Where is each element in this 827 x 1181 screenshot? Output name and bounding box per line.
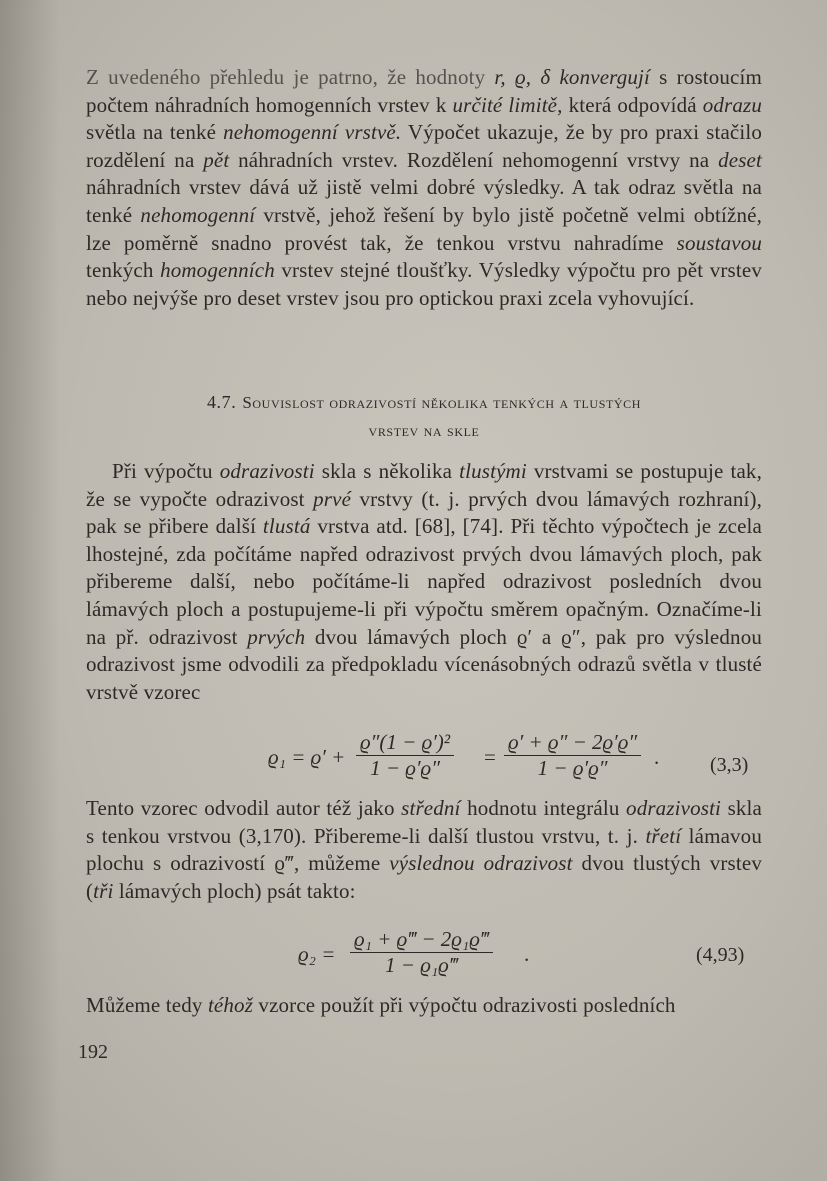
emphasis: určité limitě,	[452, 92, 563, 117]
emphasis: odrazivosti	[219, 459, 315, 483]
eq-fraction-1	[356, 730, 454, 781]
equation-4-93	[298, 925, 558, 981]
text-run: vrstvami se postupuje tak, že se vypočte odrazivost	[86, 459, 762, 511]
emphasis: odrazu	[702, 92, 762, 117]
section-number: 4.7.	[206, 392, 237, 412]
paragraph-main	[86, 458, 762, 706]
text-run: tenkých	[86, 258, 161, 283]
eq-numerator: ϱ₁ + ϱ‴ − 2ϱ₁ϱ‴	[354, 927, 489, 951]
emphasis: odrazivosti	[626, 796, 722, 820]
emphasis: výslednou odrazivost	[389, 851, 573, 876]
eq-denominator: 1 − ϱ′ϱ″	[504, 755, 641, 781]
text-run: lámavých ploch) psát takto:	[113, 878, 356, 903]
text-run: Při výpočtu	[112, 459, 220, 483]
text-run: Tento vzorec odvodil autor též jako	[86, 796, 402, 820]
emphasis: nehomogenní	[140, 202, 256, 227]
paragraph-intro	[86, 64, 762, 312]
eq-denominator: 1 − ϱ′ϱ″	[356, 755, 454, 781]
text-run: dvou lámavých ploch ϱ′ a ϱ″, pak pro výslednou odrazivost jsme odvodili za předpokladu vícenásobných odrazů světla v tlusté vrstvě vzorec	[86, 624, 762, 704]
section-title-line1: Souvislost odrazivostí několika tenkých a tlustých	[242, 393, 642, 412]
eq-dot: .	[524, 942, 530, 966]
text-run: vzorce použít při výpočtu odrazivosti posledních	[253, 993, 676, 1017]
paragraph-derivation	[86, 795, 762, 905]
text-run: náhradních vrstev dává už jistě velmi dobré výsledky. A tak odraz světla na tenké	[86, 175, 762, 227]
emphasis: soustavou	[676, 230, 762, 255]
page-number: 192	[78, 1041, 108, 1063]
emphasis: střední	[401, 796, 461, 820]
text-run: světla na tenké	[86, 120, 224, 145]
text-run: náhradních vrstev. Rozdělení nehomogenní vrstvy na	[229, 147, 719, 172]
emphasis: konvergují	[559, 65, 650, 89]
equation-number: (3,3)	[710, 754, 749, 776]
emphasis: tlustými	[459, 459, 527, 483]
text-run: vrstva atd. [68], [74]. Při těchto výpočtech je zcela lhostejné, zda počítáme napřed odrazivost prvých dvou lámavých ploch, pak přibereme další, nebo počítáme-li napřed odrazivost posledních dvou lámavých ploch a postupujeme-li při výpočtu směrem opačným. Označíme-li na př. odrazivost	[86, 514, 762, 649]
eq-dot: .	[654, 745, 660, 769]
text-run: Můžeme tedy	[86, 993, 208, 1017]
eq-fraction-2	[504, 730, 641, 781]
text-run: která odpovídá	[562, 92, 703, 117]
text-run: Výpočet ukazuje, že by pro praxi stačilo rozdělení na	[86, 120, 763, 172]
eq-lhs: ϱ₁ = ϱ′ +	[268, 745, 346, 769]
emphasis: deset	[718, 147, 762, 172]
section-heading	[86, 388, 762, 445]
text-run: s rostoucím počtem náhradních homogenních vrstev k	[86, 65, 762, 117]
emphasis: prvých	[247, 624, 306, 649]
text-run: r, ϱ, δ	[485, 65, 560, 89]
emphasis: téhož	[207, 993, 254, 1017]
binding-shadow	[0, 0, 60, 1181]
eq-numerator: ϱ′ + ϱ″ − 2ϱ′ϱ″	[508, 730, 638, 754]
emphasis: pět	[203, 147, 230, 172]
text-run: hodnotu integrálu	[460, 796, 627, 820]
emphasis: tlustá	[262, 514, 311, 539]
text-run: vrstev stejné tloušťky. Výsledky výpočtu pro pět vrstev nebo nejvýše pro deset vrstev jsou pro optickou praxi zcela vyhovující.	[86, 258, 762, 310]
emphasis: třetí	[645, 823, 682, 848]
text-run: vrstvě, jehož řešení by bylo jistě početně velmi obtížné, lze poměrně snadno provést tak, že tenkou vrstvu nahradíme	[86, 202, 762, 255]
text-run: dvou tlustých vrstev (	[86, 851, 762, 903]
text-run: vrstvy (t. j. prvých dvou lámavých rozhraní), pak se přibere další	[86, 486, 762, 539]
eq-equals: =	[484, 745, 496, 769]
text-run: Z uvedeného přehledu je patrno, že hodnoty	[86, 65, 486, 89]
eq-fraction	[350, 927, 493, 978]
text-run: skla s tenkou vrstvou (3,170). Přibereme-li další tlustou vrstvu, t. j.	[86, 796, 763, 848]
emphasis: nehomogenní vrstvě.	[223, 120, 402, 145]
paragraph-closing	[86, 992, 762, 1020]
text-run: skla s několika	[314, 459, 460, 483]
eq-numerator: ϱ″(1 − ϱ′)²	[360, 730, 451, 754]
emphasis: prvé	[313, 486, 352, 511]
section-title-line2: vrstev na skle	[368, 421, 480, 440]
eq-denominator: 1 − ϱ₁ϱ‴	[350, 952, 493, 978]
emphasis: tři	[93, 878, 114, 903]
text-run: lámavou plochu s odrazivostí ϱ‴, můžeme	[86, 823, 762, 876]
emphasis: homogenních	[160, 258, 275, 283]
equation-3-3	[268, 728, 668, 788]
equation-number: (4,93)	[696, 944, 745, 966]
eq-lhs: ϱ₂ =	[298, 942, 336, 966]
